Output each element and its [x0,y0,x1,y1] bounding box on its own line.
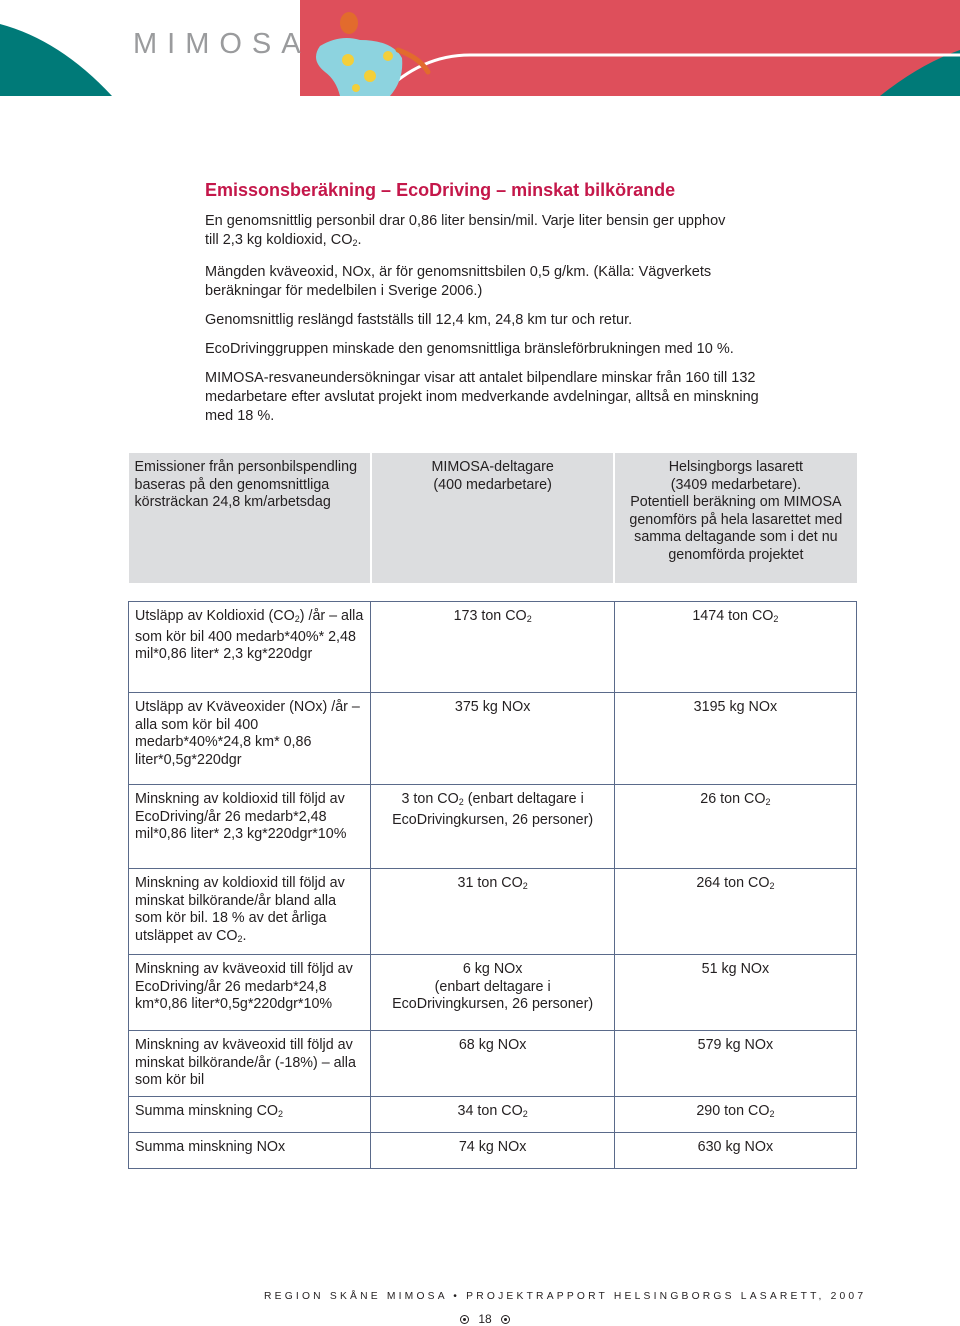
row-description: Minskning av koldioxid till följd av EcoDriving/år 26 medarb*2,48 mil*0,86 liter* 2,3 kg*220dgr*10% [129,785,371,869]
cell-subscript: 2 [522,1109,528,1119]
cell-subscript: 2 [769,881,775,891]
header-hospital-l2: (3409 medarbetare). [670,476,802,493]
cell-text: Utsläpp av Koldioxid (CO [135,608,295,624]
row-hospital-value [614,602,856,693]
table-body [129,602,857,1169]
dot-yellow-3 [383,51,393,61]
intro-paragraph-2: Mängden kväveoxid, NOx, är för genomsnittsbilen 0,5 g/km. (Källa: Vägverkets beräkningar för medelbilen i Sverige 2006.) [205,264,712,299]
ornament-icon [501,1315,510,1324]
row-description: Minskning av kväveoxid till följd av EcoDriving/år 26 medarb*24,8 km*0,86 liter*0,5g*220dgr*10% [129,955,371,1031]
table-row [129,955,857,1031]
header-mimosa-l1: MIMOSA-deltagare [431,459,554,475]
row-mimosa-value [371,785,614,869]
gap-cell [129,583,857,602]
row-hospital-value: 3195 kg NOx [614,693,856,785]
header-hospital-l1: Helsingborgs lasarett [668,459,804,475]
ornament-icon [460,1315,469,1324]
row-hospital-value: 51 kg NOx [614,955,856,1031]
row-mimosa-value: 375 kg NOx [371,693,614,785]
row-mimosa-value [371,602,614,693]
cell-subscript: 2 [769,1109,775,1119]
cell-text: ) /år – alla som kör bil 400 medarb*40%* 2,48 mil*0,86 liter* 2,3 kg*220dgr [135,608,364,662]
cell-text: (enbart deltagare i EcoDrivingkursen, 26 personer) [392,978,594,1012]
row-description: Summa minskning NOx [129,1133,371,1169]
dot-yellow-1 [342,54,354,66]
page-number: 18 [478,1312,492,1326]
table-row [129,693,857,785]
intro-paragraph-5: MIMOSA-resvaneundersökningar visar att antalet bilpendlare minskar från 160 till 132 medarbetare efter avslutat projekt inom medverkande avdelningar, alltså en minskning med 18 %. [205,370,759,424]
row-mimosa-value: 74 kg NOx [371,1133,614,1169]
header-hospital-l3: Potentiell beräkning om MIMOSA genomförs på hela lasarettet med samma deltagande som i det nu genomförda projektet [629,494,843,563]
intro-paragraph-1 [205,212,765,253]
table-row [129,602,857,693]
cell-text: 173 ton CO [453,608,527,624]
page-number-block [460,1312,510,1326]
cell-text: . [242,927,247,944]
intro-paragraph-3: Genomsnittlig reslängd fastställs till 12,4 km, 24,8 km tur och retur. [205,312,633,328]
row-hospital-value [614,869,856,955]
cell-subscript: 2 [278,1109,284,1119]
p1-line2: till 2,3 kg koldioxid, CO [205,232,353,248]
cell-text: 1474 ton CO [692,608,774,624]
cell-subscript: 2 [458,797,464,807]
table-row [129,1097,857,1133]
row-hospital-value [614,1097,856,1133]
header-cell-description: Emissioner från personbilspendling baseras på den genomsnittliga körsträckan 24,8 km/arbetsdag [129,453,371,583]
p1-line1: En genomsnittlig personbil drar 0,86 liter bensin/mil. Varje liter bensin ger upphov [205,213,726,229]
row-description [129,602,371,693]
running-footer: REGION SKÅNE MIMOSA • PROJEKTRAPPORT HELSINGBORGS LASARETT, 2007 [264,1291,867,1302]
header-cell-hospital [614,453,856,583]
row-description: Utsläpp av Kväveoxider (NOx) /år – alla som kör bil 400 medarb*40%*24,8 km* 0,86 liter*0,5g*220dgr [129,693,371,785]
row-hospital-value: 630 kg NOx [614,1133,856,1169]
cell-text: 34 ton CO [457,1103,523,1119]
table-row [129,785,857,869]
row-mimosa-value [371,955,614,1031]
intro-paragraph-4: EcoDrivinggruppen minskade den genomsnittliga bränsleförbrukningen med 10 %. [205,341,734,357]
cell-subscript: 2 [522,881,528,891]
table-gap-row [129,583,857,602]
section-title: Emissonsberäkning – EcoDriving – minskat bilkörande [205,180,676,200]
table-row [129,869,857,955]
table-header-row [129,453,857,583]
cell-text: Summa minskning CO [135,1103,279,1119]
cell-text: (enbart deltagare i EcoDrivingkursen, 26 personer) [392,791,594,828]
cell-subscript: 2 [765,797,771,807]
header-mimosa-l2: (400 medarbetare) [433,476,552,493]
cell-subscript: 2 [294,614,300,624]
cell-text: 264 ton CO [696,875,770,891]
row-mimosa-value: 68 kg NOx [371,1031,614,1097]
emissions-table [128,453,857,1169]
row-hospital-value: 579 kg NOx [614,1031,856,1097]
dot-yellow-4 [352,84,360,92]
table-row [129,1031,857,1097]
row-mimosa-value [371,1097,614,1133]
row-description [129,869,371,955]
row-description [129,1097,371,1133]
cell-text: 31 ton CO [457,875,523,891]
intro-section [205,180,765,426]
header-banner [0,0,960,96]
cell-subscript: 2 [526,614,532,624]
header-cell-mimosa [371,453,614,583]
row-description: Minskning av kväveoxid till följd av minskat bilkörande/år (-18%) – alla som kör bil [129,1031,371,1097]
dot-yellow-2 [364,70,376,82]
cell-text: Minskning av koldioxid till följd av minskat bilkörande/år bland alla som kör bil. 18 % av det årliga utsläppet av CO [135,875,345,944]
teal-wedge-left [0,24,112,96]
cell-text: 26 ton CO [700,791,766,807]
cell-text: 6 kg NOx [462,961,523,977]
p1-end: . [357,232,362,248]
cell-subscript: 2 [773,614,779,624]
p1-subscript: 2 [352,238,358,248]
table-row [129,1133,857,1169]
logo-text: MIMOSA [133,28,311,60]
cell-text: 3 ton CO [401,791,459,807]
cell-text: 290 ton CO [696,1103,770,1119]
cell-subscript: 2 [237,933,243,944]
row-hospital-value [614,785,856,869]
figure-head [340,12,358,34]
row-mimosa-value [371,869,614,955]
